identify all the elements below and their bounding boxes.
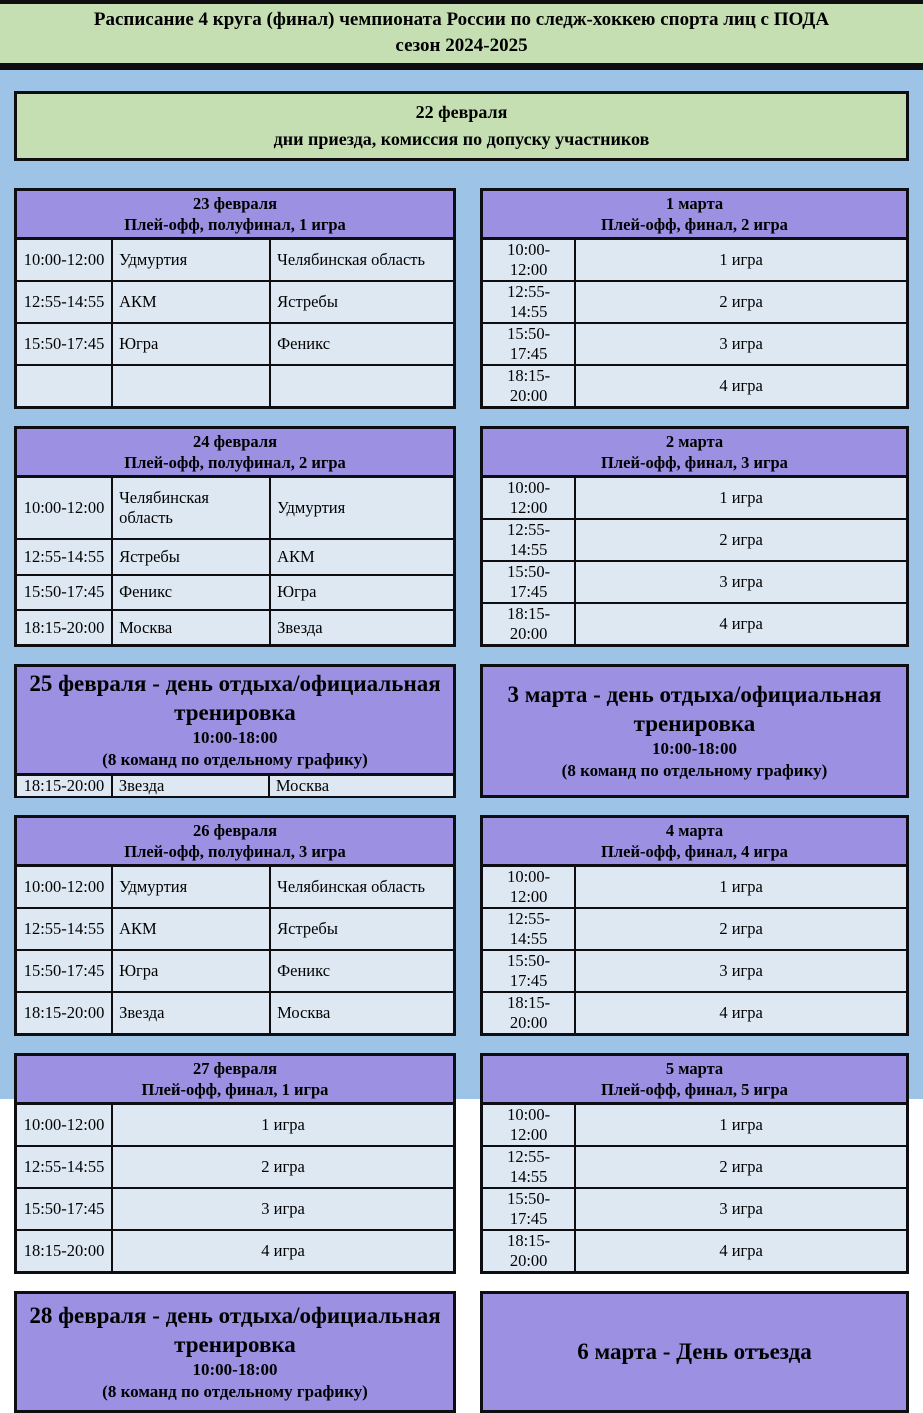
table-mar-1 — [480, 188, 909, 409]
table-row — [482, 477, 908, 520]
table-header-feb-26 — [16, 817, 455, 866]
table-row — [16, 610, 455, 645]
team-cell: Феникс — [112, 575, 270, 610]
table-row — [16, 866, 455, 908]
team-cell: Удмуртия — [112, 239, 270, 281]
time-cell: 10:00-12:00 — [16, 239, 113, 281]
table-row — [482, 1188, 908, 1230]
rest-day-time: 10:00-18:00 — [652, 739, 737, 758]
team-cell: Звезда — [270, 610, 454, 645]
game-cell: 3 игра — [112, 1188, 454, 1230]
departure-day-box — [480, 1291, 909, 1413]
time-cell: 10:00-12:00 — [482, 239, 576, 282]
rest-day-title: 25 февраля - день отдыха/официальная тренировка — [29, 671, 441, 725]
table-date: 2 марта — [665, 432, 724, 451]
table-row — [482, 866, 908, 909]
table-row — [482, 281, 908, 323]
table-row — [482, 992, 908, 1035]
game-cell: 2 игра — [575, 519, 907, 561]
game-cell: 1 игра — [575, 239, 907, 282]
game-cell: 1 игра — [575, 477, 907, 520]
rest-day-note: (8 команд по отдельному графику) — [102, 750, 368, 769]
rest-day-title: 3 марта - день отдыха/официальная тренировка — [507, 682, 882, 736]
game-cell: 1 игра — [575, 866, 907, 909]
team-cell: Челябинская область — [270, 866, 454, 908]
table-date: 1 марта — [665, 194, 724, 213]
team-cell — [112, 365, 270, 407]
team-cell: АКМ — [112, 908, 270, 950]
time-cell: 12:55-14:55 — [16, 908, 113, 950]
table-mar-4 — [480, 815, 909, 1036]
team-cell: Ястребы — [112, 539, 270, 574]
table-feb-23 — [14, 188, 456, 409]
rest-day-box-mar-3 — [480, 664, 909, 798]
table-row — [482, 1146, 908, 1188]
table-row — [16, 1146, 455, 1188]
team-cell: Удмуртия — [112, 866, 270, 908]
table-row-empty — [16, 365, 455, 407]
table-row — [482, 1104, 908, 1147]
table-row — [482, 561, 908, 603]
rest-day-time: 10:00-18:00 — [192, 728, 278, 747]
team-cell: Звезда — [112, 992, 270, 1034]
table-row — [16, 950, 455, 992]
time-cell: 15:50-17:45 — [482, 561, 576, 603]
time-cell: 18:15-20:00 — [17, 776, 113, 796]
rest-day-note: (8 команд по отдельному графику) — [561, 761, 828, 780]
team-cell: Югра — [112, 323, 270, 365]
table-feb-24 — [14, 426, 456, 647]
game-cell: 2 игра — [575, 281, 907, 323]
time-cell: 10:00-12:00 — [16, 866, 113, 908]
departure-day-text: 6 марта - День отъезда — [577, 1339, 812, 1364]
team-cell: Феникс — [270, 950, 454, 992]
table-row — [482, 603, 908, 646]
team-cell: Феникс — [270, 323, 454, 365]
team-cell: Москва — [275, 776, 330, 795]
rest-day-extra-row — [17, 773, 453, 796]
document-title — [0, 4, 923, 70]
table-header-mar-4 — [482, 817, 908, 866]
arrival-description: дни приезда, комиссия по допуску участников — [273, 129, 650, 149]
table-date: 23 февраля — [192, 194, 278, 213]
team-cell: Москва — [112, 610, 270, 645]
time-cell: 18:15-20:00 — [482, 603, 576, 646]
table-mar-5 — [480, 1053, 909, 1274]
rest-day-time: 10:00-18:00 — [192, 1360, 278, 1379]
rest-day-note: (8 команд по отдельному графику) — [102, 1382, 368, 1401]
rest-day-content — [17, 1294, 453, 1410]
arrival-day-box — [14, 91, 909, 161]
time-cell: 18:15-20:00 — [482, 365, 576, 408]
table-row — [16, 908, 455, 950]
time-cell: 15:50-17:45 — [16, 1188, 113, 1230]
time-cell: 10:00-12:00 — [482, 477, 576, 520]
table-date: 27 февраля — [192, 1059, 278, 1078]
table-date: 24 февраля — [192, 432, 278, 451]
table-header-mar-2 — [482, 428, 908, 477]
time-cell: 18:15-20:00 — [16, 992, 113, 1034]
time-cell: 12:55-14:55 — [482, 519, 576, 561]
table-subtitle: Плей-офф, финал, 5 игра — [601, 1080, 788, 1099]
table-header-feb-24 — [16, 428, 455, 477]
time-cell: 12:55-14:55 — [482, 281, 576, 323]
time-cell: 15:50-17:45 — [16, 575, 113, 610]
table-row — [16, 239, 455, 281]
table-subtitle: Плей-офф, полуфинал, 1 игра — [124, 215, 346, 234]
game-cell: 1 игра — [112, 1104, 454, 1146]
table-row — [482, 950, 908, 992]
table-row — [16, 539, 455, 574]
team-cell: АКМ — [112, 281, 270, 323]
table-row — [16, 1230, 455, 1272]
table-row — [482, 323, 908, 365]
table-row — [16, 323, 455, 365]
team-cell: Югра — [270, 575, 454, 610]
table-subtitle: Плей-офф, полуфинал, 3 игра — [124, 842, 346, 861]
game-cell: 2 игра — [575, 908, 907, 950]
table-date: 4 марта — [665, 821, 724, 840]
content-area — [0, 70, 923, 1413]
table-row — [16, 575, 455, 610]
game-cell: 4 игра — [575, 992, 907, 1035]
time-cell: 12:55-14:55 — [482, 1146, 576, 1188]
team-cell: Москва — [270, 992, 454, 1034]
time-cell: 18:15-20:00 — [482, 1230, 576, 1273]
game-cell: 2 игра — [575, 1146, 907, 1188]
table-row — [16, 281, 455, 323]
team-cell: Удмуртия — [270, 477, 454, 540]
game-cell: 3 игра — [575, 950, 907, 992]
time-cell: 18:15-20:00 — [16, 610, 113, 645]
team-cell: Ястребы — [270, 908, 454, 950]
game-cell: 3 игра — [575, 323, 907, 365]
team-cell: Челябинская область — [270, 239, 454, 281]
game-cell: 4 игра — [112, 1230, 454, 1272]
arrival-date: 22 февраля — [415, 102, 508, 122]
title-line-2: сезон 2024-2025 — [395, 35, 528, 56]
table-row — [482, 519, 908, 561]
time-cell: 10:00-12:00 — [16, 477, 113, 540]
table-subtitle: Плей-офф, финал, 1 игра — [141, 1080, 329, 1099]
table-feb-26 — [14, 815, 456, 1036]
time-cell: 12:55-14:55 — [482, 908, 576, 950]
table-mar-2 — [480, 426, 909, 647]
rest-day-content — [17, 667, 453, 773]
game-cell: 3 игра — [575, 1188, 907, 1230]
title-line-1: Расписание 4 круга (финал) чемпионата России по следж-хоккею спорта лиц с ПОДА — [93, 9, 830, 30]
time-cell: 12:55-14:55 — [16, 539, 113, 574]
time-cell: 15:50-17:45 — [482, 950, 576, 992]
table-row — [16, 1104, 455, 1146]
table-row — [482, 908, 908, 950]
game-cell: 2 игра — [112, 1146, 454, 1188]
table-date: 5 марта — [665, 1059, 724, 1078]
team-cell: АКМ — [270, 539, 454, 574]
team-cell: Югра — [112, 950, 270, 992]
table-row — [16, 992, 455, 1034]
table-subtitle: Плей-офф, финал, 4 игра — [601, 842, 788, 861]
game-cell: 4 игра — [575, 603, 907, 646]
table-subtitle: Плей-офф, финал, 3 игра — [601, 453, 788, 472]
rest-day-box-feb-28 — [14, 1291, 456, 1413]
time-cell: 12:55-14:55 — [16, 281, 113, 323]
team-cell: Челябинская область — [112, 477, 270, 540]
time-cell: 15:50-17:45 — [16, 323, 113, 365]
table-row — [482, 1230, 908, 1273]
team-cell: Ястребы — [270, 281, 454, 323]
table-header-feb-23 — [16, 190, 455, 239]
table-subtitle: Плей-офф, полуфинал, 2 игра — [124, 453, 346, 472]
time-cell: 10:00-12:00 — [16, 1104, 113, 1146]
rest-day-title: 28 февраля - день отдыха/официальная тренировка — [29, 1303, 441, 1357]
time-cell: 10:00-12:00 — [482, 866, 576, 909]
game-cell: 3 игра — [575, 561, 907, 603]
team-cell: Звезда — [113, 776, 270, 796]
table-row — [16, 477, 455, 540]
rest-day-content — [483, 667, 906, 795]
rest-day-box-feb-25 — [14, 664, 456, 798]
table-row — [16, 1188, 455, 1230]
time-cell: 12:55-14:55 — [16, 1146, 113, 1188]
table-feb-27 — [14, 1053, 456, 1274]
table-header-feb-27 — [16, 1055, 455, 1104]
game-cell: 1 игра — [575, 1104, 907, 1147]
time-cell: 10:00-12:00 — [482, 1104, 576, 1147]
table-row — [482, 239, 908, 282]
time-cell: 15:50-17:45 — [16, 950, 113, 992]
table-header-mar-1 — [482, 190, 908, 239]
table-header-mar-5 — [482, 1055, 908, 1104]
time-cell — [16, 365, 113, 407]
table-row — [482, 365, 908, 408]
team-cell — [270, 365, 454, 407]
table-date: 26 февраля — [192, 821, 278, 840]
time-cell: 15:50-17:45 — [482, 1188, 576, 1230]
time-cell: 18:15-20:00 — [482, 992, 576, 1035]
game-cell: 4 игра — [575, 1230, 907, 1273]
game-cell: 4 игра — [575, 365, 907, 408]
time-cell: 18:15-20:00 — [16, 1230, 113, 1272]
time-cell: 15:50-17:45 — [482, 323, 576, 365]
table-subtitle: Плей-офф, финал, 2 игра — [601, 215, 788, 234]
schedule-grid — [14, 188, 909, 1413]
